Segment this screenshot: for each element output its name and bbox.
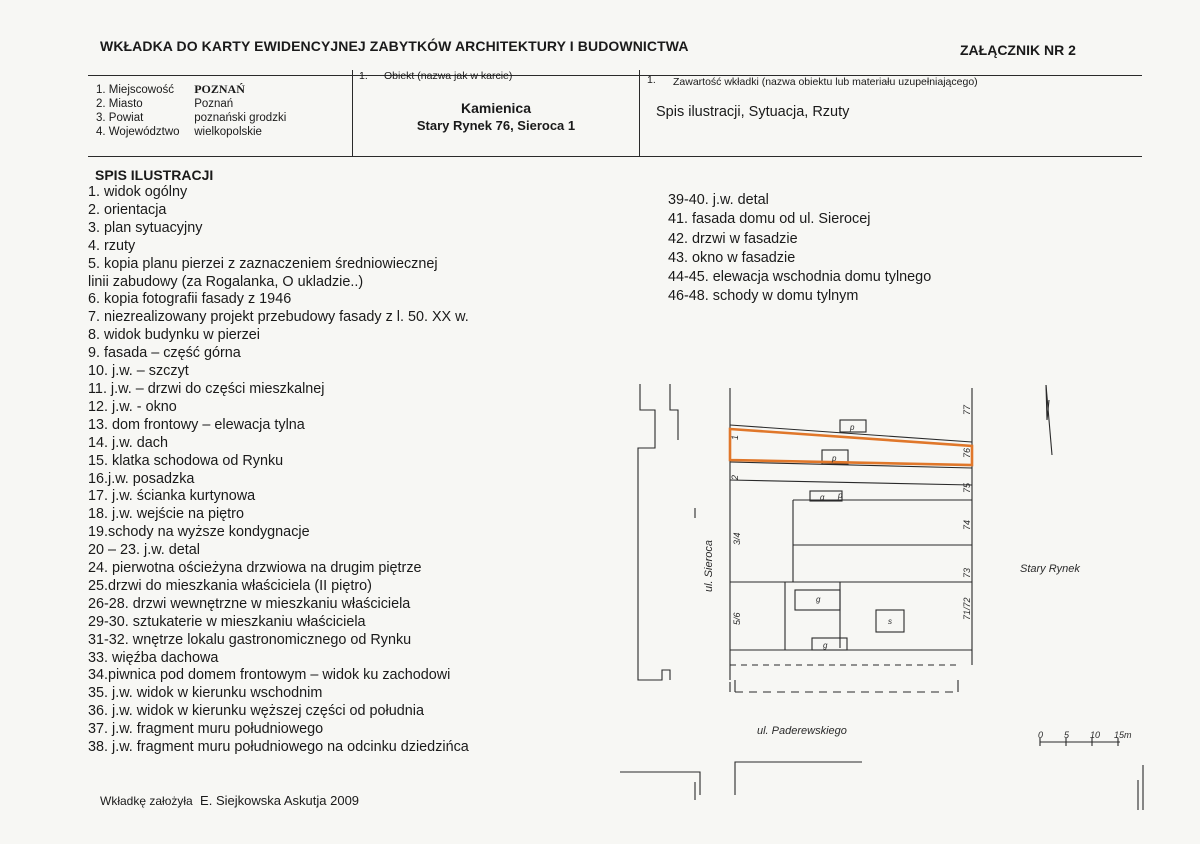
west-number-label: 1 (730, 434, 740, 440)
scale-bar (1040, 738, 1120, 746)
street-name-paderewskiego: ul. Paderewskiego (757, 725, 847, 737)
object-label: Obiekt (nazwa jak w karcie) (384, 70, 513, 82)
shed-label: p (838, 491, 843, 500)
illustration-list-item: 43. okno w fasadzie (668, 249, 796, 266)
shed-label: p (832, 454, 837, 463)
list-title: SPIS ILUSTRACJI (95, 167, 214, 183)
illustration-list-item: 19.schody na wyższe kondygnacje (88, 524, 310, 541)
map-west-block-edge (670, 384, 678, 440)
header-top-rule (88, 75, 1142, 76)
city-value-bold: POZNAŃ (194, 82, 245, 96)
illustration-list-item: 6. kopia fotografii fasady z 1946 (88, 291, 292, 308)
shed-label: g (820, 493, 825, 502)
illustration-list-item: 34.piwnica pod domem frontowym – widok ku zachodowi (88, 667, 451, 684)
illustration-list-item: 3. plan sytuacyjny (88, 219, 203, 236)
illustration-list-item: 8. widok budynku w pierzei (88, 327, 260, 344)
object-num: 1. (359, 70, 368, 82)
object-address: Stary Rynek 76, Sieroca 1 (416, 118, 576, 133)
location-row: 1. Miejscowość POZNAŃ (96, 82, 245, 96)
scale-label: 0 (1038, 730, 1044, 740)
scale-label: 10 (1090, 730, 1101, 740)
shed-label: g (816, 595, 821, 604)
street-name-sieroca: ul. Sieroca (703, 540, 715, 592)
site-plan-map (600, 370, 1160, 810)
document-title: WKŁADKA DO KARTY EWIDENCYJNEJ ZABYTKÓW ARCHITEKTURY I BUDOWNICTWA (100, 38, 689, 54)
footer-label: Wkładkę założyła (100, 794, 193, 808)
house-number-label: 76 (962, 447, 972, 458)
illustration-list-item: 11. j.w. – drzwi do części mieszkalnej (88, 380, 325, 397)
west-number-label: 2 (730, 474, 740, 480)
map-south-block (735, 762, 862, 795)
house-number-label: 75 (962, 482, 972, 493)
illustration-list-item: 44-45. elewacja wschodnia domu tylnego (668, 269, 932, 286)
illustration-list-item: 41. fasada domu od ul. Sierocej (668, 211, 871, 228)
shed-label: p (850, 423, 855, 432)
house-number-label: 71/72 (962, 597, 972, 620)
illustration-list-item: 13. dom frontowy – elewacja tylna (88, 416, 305, 433)
map-west-block (638, 384, 670, 680)
illustration-list-item: 31-32. wnętrze lokalu gastronomicznego od Rynku (88, 631, 412, 648)
illustration-list-item: 38. j.w. fragment muru południowego na odcinku dziedzińca (88, 739, 469, 756)
west-number-label: 5/6 (732, 612, 742, 625)
illustration-list-item: 9. fasada – część górna (88, 345, 241, 362)
location-block (96, 82, 286, 139)
illustration-list-item: 4. rzuty (88, 237, 136, 254)
illustration-list-item: linii zabudowy (za Rogalanka, O ukladzie..) (88, 273, 364, 290)
illustration-list-item: 14. j.w. dach (88, 434, 168, 451)
annex-label: ZAŁĄCZNIK NR 2 (960, 42, 1076, 58)
illustration-list-item: 17. j.w. ścianka kurtynowa (88, 488, 256, 505)
header-bottom-rule (88, 156, 1142, 157)
illustration-list-item: 1. widok ogólny (88, 184, 188, 200)
illustration-list-item: 12. j.w. - okno (88, 398, 177, 415)
illustration-list-item: 25.drzwi do mieszkania właściciela (II piętro) (88, 577, 372, 594)
illustration-list-item: 42. drzwi w fasadzie (668, 230, 798, 247)
illustration-list-right (668, 191, 931, 307)
illustration-list-item: 10. j.w. – szczyt (88, 363, 189, 380)
illustration-list-item: 7. niezrealizowany projekt przebudowy fasady z l. 50. XX w. (88, 309, 469, 326)
illustration-list-item: 46-48. schody w domu tylnym (668, 288, 859, 305)
scale-label: 15m (1114, 730, 1132, 740)
contents-num: 1. (647, 74, 656, 86)
shed-label: s (888, 617, 892, 626)
illustration-list-item: 36. j.w. widok w kierunku węższej części od południa (88, 703, 424, 720)
location-row: 3. Powiat poznański grodzki (96, 112, 287, 124)
illustration-list-item: 39-40. j.w. detal (668, 192, 769, 208)
object-name: Kamienica (460, 100, 532, 116)
illustration-list-item: 20 – 23. j.w. detal (88, 542, 201, 559)
illustration-list-item: 29-30. sztukaterie w mieszkaniu właściciela (88, 613, 366, 630)
illustration-list-item: 18. j.w. wejście na piętro (88, 506, 244, 523)
illustration-list-item: 24. pierwotna ościeżyna drzwiowa na drugim piętrze (88, 560, 422, 577)
shed-label: g (823, 641, 828, 650)
illustration-list-left (88, 184, 469, 757)
footer-author: E. Siejkowska Askutja 2009 (200, 793, 360, 808)
house-number-label: 77 (962, 404, 972, 415)
house-number-label: 74 (962, 519, 972, 530)
illustration-list-item: 16.j.w. posadzka (88, 470, 195, 487)
west-number-label: 3/4 (732, 532, 742, 545)
contents-value: Spis ilustracji, Sytuacja, Rzuty (656, 104, 850, 120)
location-row: 4. Województwo wielkopolskie (96, 126, 262, 138)
illustration-list-item: 15. klatka schodowa od Rynku (88, 452, 284, 469)
scale-label: 5 (1064, 730, 1070, 740)
map-southwest-corner (620, 772, 700, 795)
highlighted-parcel-76 (730, 429, 972, 465)
illustration-list-item: 33. więźba dachowa (88, 649, 219, 666)
footer (100, 793, 359, 808)
house-number-label: 73 (962, 567, 972, 578)
illustration-list-item: 26-28. drzwi wewnętrzne w mieszkaniu właściciela (88, 595, 411, 612)
illustration-list-item: 37. j.w. fragment muru południowego (88, 721, 324, 738)
illustration-list-item: 2. orientacja (88, 201, 167, 218)
square-name-stary-rynek: Stary Rynek (1020, 563, 1080, 575)
illustration-list-item: 5. kopia planu pierzei z zaznaczeniem średniowiecznej (88, 255, 438, 272)
location-row: 2. Miasto Poznań (96, 98, 234, 110)
illustration-list-item: 35. j.w. widok w kierunku wschodnim (88, 685, 323, 702)
contents-label: Zawartość wkładki (nazwa obiektu lub materiału uzupełniającego) (673, 76, 978, 88)
